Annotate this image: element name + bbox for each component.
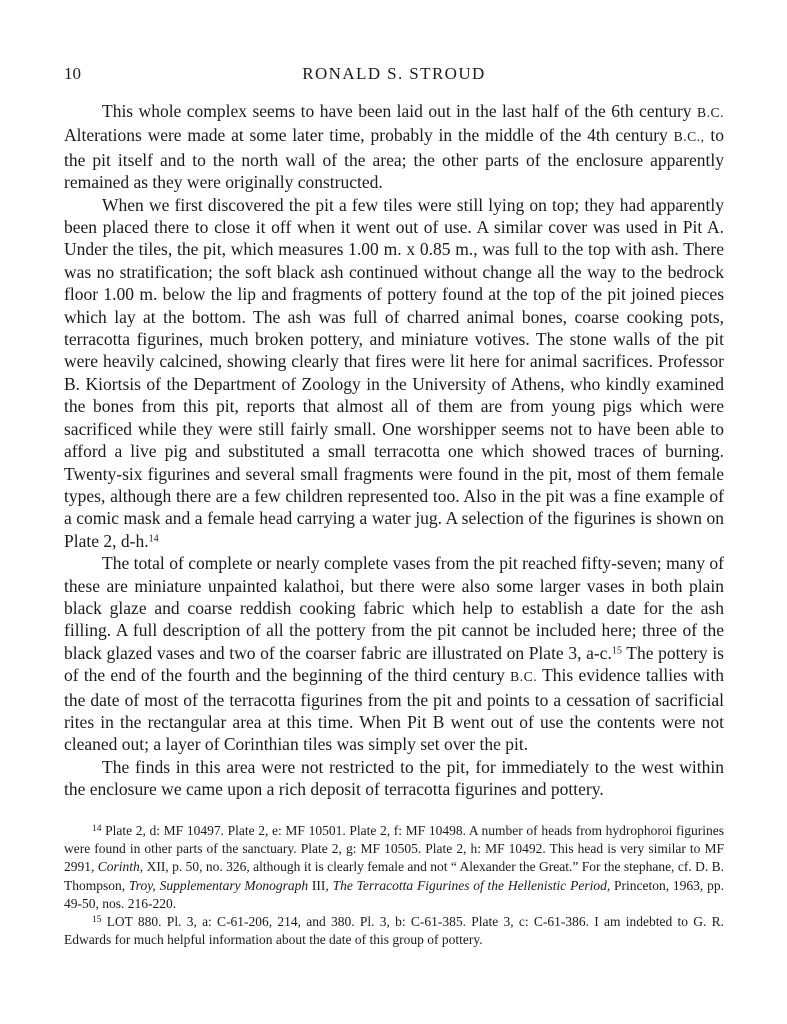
footnote-ref-14[interactable]: 14 bbox=[148, 533, 159, 545]
footnote-14: $^{14}$ Plate 2, d: MF 10497. Plate 2, e: MF 10501. Plate 2, f: MF 10498. A number of heads from hydrophoroi figurines were found in other parts of the sanctuary. Plate 2, g: MF 10505. Plate 2, h: MF 10492. This head is very similar to MF 2991, Corinth, XII, p. 50, no. 326, although it is clearly female and not “ Alexander the Great.” For the stephane, cf. D. B. Thompson, Troy, Supplementary Monograph III, The Terracotta Figurines of the Hellenistic Period, Princeton, 1963, pp. 49-50, nos. 216-220. bbox=[64, 823, 724, 911]
footnote-15: $^{15}$ LOT 880. Pl. 3, a: C-61-206, 214, and 380. Pl. 3, b: C-61-385. Plate 3, c: C-61-386. I am indebted to G. R. Edwards for much helpful information about the date of this group of pottery. bbox=[64, 914, 724, 948]
author-name-header: RONALD S. STROUD bbox=[302, 64, 486, 83]
era-abbreviation: B.C. bbox=[696, 105, 724, 120]
paragraph-3: The total of complete or nearly complete vases from the pit reached fifty-seven; many of these are miniature unpainted kalathoi, but there were also some larger vases in both plain black glaze and coarse reddish cooking fabric which help to establish a date for the ash filling. A full description of all the pottery from the pit cannot be included here; three of the black glazed vases and two of the coarser fabric are illustrated on Plate 3, a-c.$^{15}$ The pottery is of the end of the fourth and the beginning of the third century B.C. This evidence tallies with the date of most of the terracotta figurines from the pit and points to a cessation of sacrificial rites in the rectangular area at this time. When Pit B went out of use the contents were not cleaned out; a layer of Corinthian tiles was simply set over the pit. bbox=[64, 553, 724, 755]
footnote-ref-15[interactable]: 15 bbox=[611, 645, 622, 657]
paragraph-2: When we first discovered the pit a few tiles were still lying on top; they had apparently been placed there to close it off when it went out of use. A similar cover was used in Pit A. Under the tiles, the pit, which measures 1.00 m. x 0.85 m., was full to the top with ash. There was no stratification; the soft black ash continued without change all the way to the bedrock floor 1.00 m. below the lip and fragments of pottery found at the top of the pit joined pieces which lay at the bottom. The ash was full of charred animal bones, coarse cooking pots, terracotta figurines, much broken pottery, and miniature votives. The stone walls of the pit were heavily calcined, showing clearly that fires were lit here for animal sacrifices. Professor B. Kiortsis of the Department of Zoology in the University of Athens, who kindly examined the bones from this pit, reports that almost all of them are from young pigs which were sacrificed while they were still fairly small. One worshipper seems not to have been able to afford a live pig and substituted a small terracotta one which showed traces of burning. Twenty-six figurines and several small fragments were found in the pit, most of them female types, although there are a few children represented too. Also in the pit was a fine example of a comic mask and a female head carrying a water jug. A selection of the figurines is shown on Plate 2, d-h.$^{14}$ bbox=[64, 194, 724, 551]
footnotes bbox=[64, 822, 724, 949]
era-abbreviation: B.C., bbox=[673, 129, 705, 145]
footnote-marker: 15 bbox=[92, 914, 102, 925]
footnote-marker: 14 bbox=[92, 823, 102, 834]
paragraph-1: This whole complex seems to have been laid out in the last half of the 6th century B.C. Alterations were made at some later time, probably in the middle of the 4th century B.C., to the pit itself and to the north wall of the area; the other parts of the enclosure apparently remained as they were originally constructed. bbox=[64, 101, 724, 193]
running-head bbox=[64, 64, 724, 88]
page-number: 10 bbox=[64, 64, 81, 83]
era-abbreviation: B.C. bbox=[510, 669, 538, 685]
body-text bbox=[64, 100, 724, 801]
paragraph-4: The finds in this area were not restricted to the pit, for immediately to the west within the enclosure we came upon a rich deposit of terracotta figurines and pottery. bbox=[64, 756, 724, 800]
